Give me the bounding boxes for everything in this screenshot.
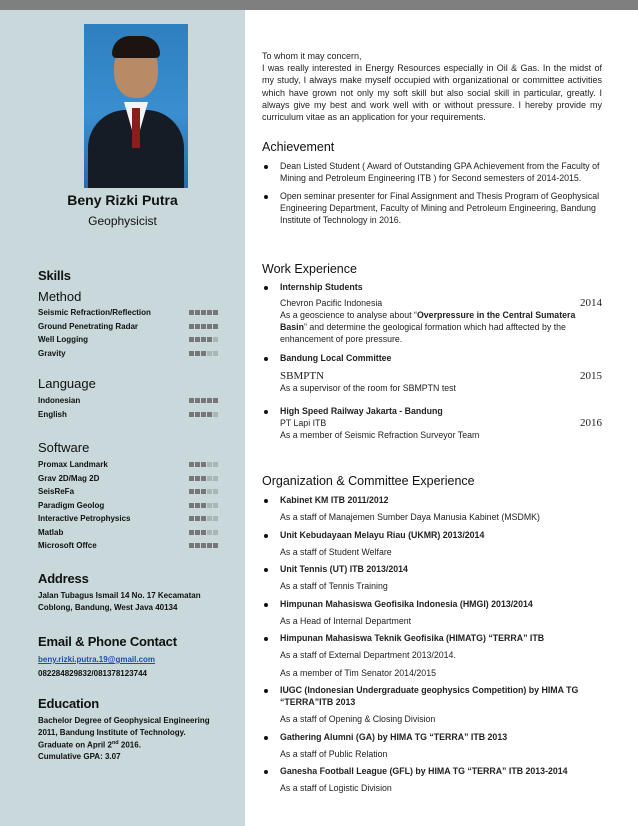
- rating-square: [213, 324, 218, 329]
- rating-square: [213, 310, 218, 315]
- skill-label: Matlab: [38, 527, 64, 537]
- skill-label: SeisReFa: [38, 487, 75, 497]
- rating-square: [201, 412, 206, 417]
- rating-square: [207, 530, 212, 535]
- skill-row: [38, 408, 218, 422]
- profile-name: Beny Rizki Putra: [67, 192, 178, 208]
- skill-label: Microsoft Offce: [38, 541, 97, 551]
- rating-square: [213, 489, 218, 494]
- skill-label: Promax Landmark: [38, 460, 108, 470]
- work-heading: Work Experience: [262, 262, 357, 276]
- rating-square: [189, 351, 194, 356]
- rating-square: [207, 324, 212, 329]
- rating-square: [207, 398, 212, 403]
- rating-square: [189, 503, 194, 508]
- organization-item: Kabinet KM ITB 2011/2012 As a staff of Manajemen Sumber Daya Manusia Kabinet (MSDMK): [262, 494, 602, 523]
- organization-section: [262, 474, 602, 800]
- rating-square: [195, 462, 200, 467]
- rating-square: [213, 503, 218, 508]
- skill-label: Ground Penetrating Radar: [38, 321, 139, 331]
- organization-item: Unit Kebudayaan Melayu Riau (UKMR) 2013/2014 As a staff of Student Welfare: [262, 529, 602, 558]
- address-heading: Address: [38, 571, 89, 586]
- rating-square: [201, 351, 206, 356]
- skill-row: [38, 458, 218, 472]
- rating-square: [195, 310, 200, 315]
- rating-square: [195, 398, 200, 403]
- rating-square: [213, 530, 218, 535]
- rating-square: [201, 530, 206, 535]
- rating-square: [189, 337, 194, 342]
- rating-square: [195, 351, 200, 356]
- rating-square: [207, 516, 212, 521]
- organization-item: Himpunan Mahasiswa Geofisika Indonesia (HMGI) 2013/2014 As a Head of Internal Department: [262, 598, 602, 627]
- rating-square: [195, 412, 200, 417]
- work-item: Bandung Local Committee SBMPTN 2015 As a supervisor of the room for SBMPTN test: [262, 352, 602, 393]
- achievement-item: Dean Listed Student ( Award of Outstanding GPA Achievement from the Faculty of Mining and Petroleum Engineering ITB ) for Second semesters of 2014-2015.: [262, 160, 602, 184]
- rating-square: [189, 489, 194, 494]
- rating-square: [201, 476, 206, 481]
- skill-rating: [189, 543, 218, 548]
- skill-rating: [189, 310, 218, 315]
- rating-square: [189, 324, 194, 329]
- rating-square: [195, 324, 200, 329]
- achievement-item: Open seminar presenter for Final Assignment and Thesis Program of Geophysical Engineering Department, Faculty of Mining and Petroleum Engineering, Bandung Institute of Technology in 2016.: [262, 190, 602, 226]
- achievement-section: [262, 140, 602, 232]
- skill-row: [38, 499, 218, 513]
- rating-square: [213, 516, 218, 521]
- skill-label: Gravity: [38, 348, 66, 358]
- skill-row: [38, 485, 218, 499]
- work-item: Internship Students Chevron Pacific Indonesia 2014 As a geoscience to analyse about “Overpressure in the Central Sumatera Basin” and determine the geological formation which had afftected by the enhancement of pore pressure.: [262, 281, 602, 345]
- rating-square: [207, 503, 212, 508]
- organization-item: Ganesha Football League (GFL) by HIMA TG “TERRA” ITB 2013-2014 As a staff of Logistic Division: [262, 765, 602, 794]
- skill-rating: [189, 476, 218, 481]
- rating-square: [207, 351, 212, 356]
- method-list: [38, 306, 218, 360]
- rating-square: [189, 516, 194, 521]
- skill-rating: [189, 530, 218, 535]
- rating-square: [189, 462, 194, 467]
- rating-square: [207, 489, 212, 494]
- rating-square: [207, 543, 212, 548]
- work-section: [262, 262, 602, 441]
- rating-square: [201, 337, 206, 342]
- organization-list: [262, 494, 602, 794]
- organization-item: Himpunan Mahasiswa Teknik Geofisika (HIMATG) “TERRA” ITB As a staff of External Department 2013/2014. As a member of Tim Senator 2014/2015: [262, 632, 602, 678]
- organization-item: Unit Tennis (UT) ITB 2013/2014 As a staff of Tennis Training: [262, 563, 602, 592]
- skill-rating: [189, 462, 218, 467]
- education-text: Bachelor Degree of Geophysical Engineering 2011, Bandung Institute of Technology. Graduate on April 2nd 2016. Cumulative GPA: 3.07: [38, 716, 210, 762]
- rating-square: [201, 398, 206, 403]
- rating-square: [201, 516, 206, 521]
- contact-heading: Email & Phone Contact: [38, 634, 177, 649]
- skill-label: Well Logging: [38, 335, 89, 345]
- rating-square: [195, 530, 200, 535]
- rating-square: [189, 543, 194, 548]
- rating-square: [195, 503, 200, 508]
- rating-square: [213, 476, 218, 481]
- software-heading: Software: [38, 440, 90, 455]
- skill-label: Interactive Petrophysics: [38, 514, 131, 524]
- language-list: [38, 394, 218, 421]
- rating-square: [207, 337, 212, 342]
- rating-square: [195, 337, 200, 342]
- skill-rating: [189, 351, 218, 356]
- phone-number: 082284829832/081378123744: [38, 668, 148, 678]
- rating-square: [189, 398, 194, 403]
- rating-square: [201, 310, 206, 315]
- skill-label: Indonesian: [38, 396, 81, 406]
- skill-row: [38, 472, 218, 486]
- skill-rating: [189, 412, 218, 417]
- rating-square: [189, 476, 194, 481]
- rating-square: [201, 462, 206, 467]
- skill-rating: [189, 324, 218, 329]
- skill-rating: [189, 516, 218, 521]
- organization-heading: Organization & Committee Experience: [262, 474, 475, 488]
- work-item: High Speed Railway Jakarta - Bandung PT Lapi ITB 2016 As a member of Seismic Refraction Surveyor Team: [262, 405, 602, 441]
- rating-square: [189, 530, 194, 535]
- rating-square: [195, 516, 200, 521]
- skill-rating: [189, 337, 218, 342]
- skill-row: [38, 347, 218, 361]
- language-heading: Language: [38, 376, 96, 391]
- organization-item: IUGC (Indonesian Undergraduate geophysics Competition) by HIMA TG “TERRA”ITB 2013 As a staff of Opening & Closing Division: [262, 684, 602, 725]
- skill-row: [38, 526, 218, 540]
- rating-square: [195, 476, 200, 481]
- rating-square: [207, 462, 212, 467]
- skill-row: [38, 320, 218, 334]
- achievement-list: [262, 160, 602, 226]
- skill-label: English: [38, 409, 67, 419]
- rating-square: [201, 503, 206, 508]
- skill-label: Seismic Refraction/Reflection: [38, 308, 151, 318]
- rating-square: [213, 398, 218, 403]
- rating-square: [195, 543, 200, 548]
- rating-square: [201, 489, 206, 494]
- rating-square: [201, 543, 206, 548]
- education-heading: Education: [38, 696, 100, 711]
- rating-square: [189, 412, 194, 417]
- rating-square: [213, 462, 218, 467]
- rating-square: [201, 324, 206, 329]
- skill-row: [38, 512, 218, 526]
- skill-row: [38, 394, 218, 408]
- rating-square: [189, 310, 194, 315]
- address-text: Jalan Tubagus Ismail 14 No. 17 Kecamatan Coblong, Bandung, West Java 40134: [38, 591, 201, 612]
- rating-square: [213, 351, 218, 356]
- rating-square: [207, 476, 212, 481]
- skill-rating: [189, 503, 218, 508]
- rating-square: [195, 489, 200, 494]
- profile-role: Geophysicist: [88, 214, 157, 228]
- rating-square: [213, 337, 218, 342]
- skill-label: Paradigm Geolog: [38, 500, 105, 510]
- organization-item: Gathering Alumni (GA) by HIMA TG “TERRA” ITB 2013 As a staff of Public Relation: [262, 731, 602, 760]
- rating-square: [213, 543, 218, 548]
- software-list: [38, 458, 218, 553]
- skill-rating: [189, 489, 218, 494]
- skill-label: Grav 2D/Mag 2D: [38, 473, 100, 483]
- work-list: [262, 281, 602, 441]
- top-bar: [0, 0, 638, 10]
- method-heading: Method: [38, 289, 82, 304]
- skill-row: [38, 539, 218, 553]
- rating-square: [213, 412, 218, 417]
- rating-square: [207, 412, 212, 417]
- skills-heading: Skills: [38, 268, 71, 283]
- profile-photo: [84, 24, 188, 188]
- achievement-heading: Achievement: [262, 140, 335, 154]
- rating-square: [207, 310, 212, 315]
- intro-letter: To whom it may concern, I was really interested in Energy Resources especially in Oil & Gas. In the midst of my study, I always make myself occupied with organizational or committee activities which have grown not only my soft skill but also social skill in particular, greatly. I always give my best and work well with or without pressure. I hereby provide my curriculum vitae as an application for your requirements.: [262, 51, 602, 123]
- contact-text: [38, 654, 223, 679]
- skill-row: [38, 333, 218, 347]
- skill-rating: [189, 398, 218, 403]
- email-link[interactable]: beny.rizki.putra.19@gmail.com: [38, 655, 156, 664]
- skill-row: [38, 306, 218, 320]
